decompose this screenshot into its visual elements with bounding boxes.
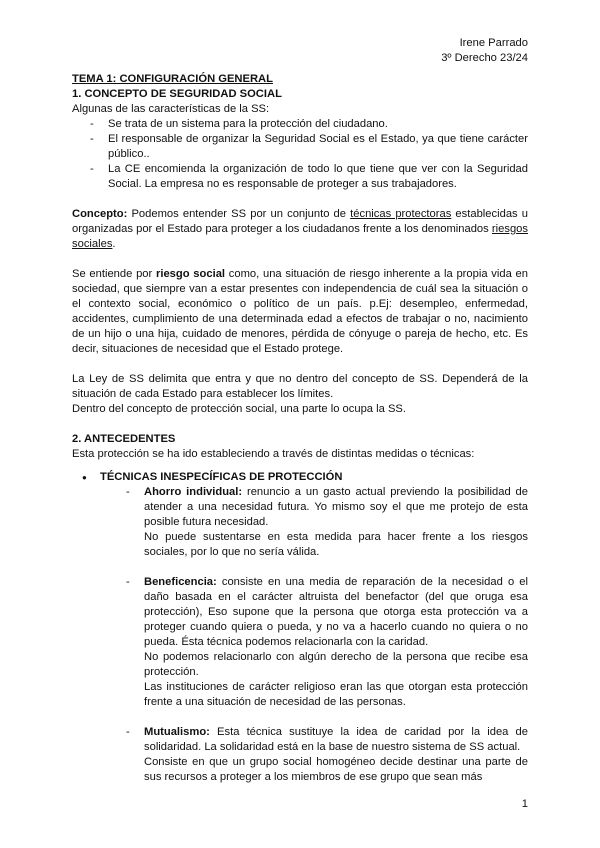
list-item: - El responsable de organizar la Seguridad Social es el Estado, ya que tiene carácter público.. bbox=[108, 132, 528, 162]
technique-text: Esta técnica sustituye la idea de caridad por la idea de solidaridad. La solidaridad está en la base de nuestro sistema de SS actual. bbox=[144, 726, 528, 753]
bullet-heading: ● TÉCNICAS INESPECÍFICAS DE PROTECCIÓN bbox=[82, 470, 528, 485]
section2-title: 2. ANTECEDENTES bbox=[72, 433, 176, 445]
author-name: Irene Parrado bbox=[459, 37, 528, 49]
link-tecnicas-protectoras: técnicas protectoras bbox=[350, 208, 452, 220]
course-label: 3º Derecho 23/24 bbox=[441, 52, 528, 64]
concept-text: Podemos entender SS por un conjunto de bbox=[127, 208, 351, 220]
technique-text: No puede sustentarse en esta medida para hacer frente a los riesgos sociales, por lo que no sería válida. bbox=[144, 531, 528, 558]
risk-paragraph bbox=[72, 267, 528, 357]
section1-title: 1. CONCEPTO DE SEGURIDAD SOCIAL bbox=[72, 88, 282, 100]
list-item: - La CE encomienda la organización de todo lo que tiene que ver con la Seguridad Social. La empresa no es responsable de proteger a sus trabajadores. bbox=[108, 162, 528, 192]
concept-text: . bbox=[112, 238, 116, 250]
section1-intro: Algunas de las características de la SS: bbox=[72, 103, 270, 115]
risk-text: Se entiende por bbox=[72, 268, 156, 280]
characteristics-list bbox=[72, 117, 528, 192]
technique-beneficencia: - Beneficencia: consiste en una media de reparación de la necesidad o el daño basada en el carácter altruista del benefactor (del que oruga esa protección), Eso supone que la persona que otorga esta protección va a proteger cuando quiera o pueda, y no va a hacerlo cuando no quiera o no pueda. Ésta técnica podemos relacionarla con la caridad. No podemos relacionarlo con algún derecho de la persona que recibe esa protección. Las instituciones de carácter religioso eran las que otorgan esta protección frente a una situación de necesidad de las personas. bbox=[126, 576, 528, 708]
concept-label: Concepto: bbox=[72, 208, 128, 220]
section2-intro: Esta protección se ha ido estableciendo a través de distintas medidas o técnicas: bbox=[72, 448, 475, 460]
concept-text: establecidas u organizadas por el Estado para proteger a los ciudadanos frente a los denominados bbox=[72, 208, 528, 235]
list-item: - Se trata de un sistema para la protección del ciudadano. bbox=[108, 117, 528, 132]
technique-label: Beneficencia: bbox=[144, 576, 217, 588]
topic-title: TEMA 1: CONFIGURACIÓN GENERAL bbox=[72, 73, 273, 85]
page-header bbox=[441, 36, 528, 66]
technique-label: Ahorro individual: bbox=[144, 486, 243, 498]
document-body bbox=[72, 72, 528, 785]
technique-text: renuncio a un gasto actual previendo la posibilidad de atender a una necesidad futura. Yo mismo soy el que me protejo de esta posible futura necesidad. bbox=[144, 486, 528, 528]
risk-text: como, una situación de riesgo inherente a la propia vida en sociedad, que siempre van a estar presentes con independencia de cuál sea la situación o el contexto social, económico o político de un país. p.Ej: desempleo, enfermedad, accidentes, cumplimiento de una determinada edad a efectos de trabajar o no, nacimiento de un hijo o una hija, cuidado de menores, pérdida de cónyuge o pareja de hecho, etc. Es decir, situaciones de necesidad que el Estado protege. bbox=[72, 268, 528, 355]
technique-ahorro: - Ahorro individual: renuncio a un gasto actual previendo la posibilidad de atender a una necesidad futura. Yo mismo soy el que me protejo de esta posible futura necesidad. No puede sustentarse en esta medida para hacer frente a los riesgos sociales, por lo que no sería válida. bbox=[126, 486, 528, 558]
technique-text: consiste en una media de reparación de la necesidad o el daño basada en el carácter altruista del benefactor (del que oruga esa protección), Eso supone que la persona que otorga esta protección va a proteger cuando quiera o pueda, y no va a hacerlo cuando no quiera o no pueda. Ésta técnica podemos relacionarla con la caridad. bbox=[144, 576, 528, 648]
technique-text: Las instituciones de carácter religioso eran las que otorgan esta protección frente a una situación de necesidad de las personas. bbox=[144, 681, 528, 708]
technique-mutualismo: - Mutualismo: Esta técnica sustituye la idea de caridad por la idea de solidaridad. La solidaridad está en la base de nuestro sistema de SS actual. Consiste en que un grupo social homogéneo decide destinar una parte de sus recursos a proteger a los miembros de ese grupo que sean más bbox=[126, 726, 528, 783]
law-paragraph: La Ley de SS delimita que entra y que no dentro del concepto de SS. Dependerá de la situación de cada Estado para establecer los límites. bbox=[72, 373, 528, 400]
social-paragraph: Dentro del concepto de protección social, una parte lo ocupa la SS. bbox=[72, 403, 406, 415]
risk-bold: riesgo social bbox=[156, 268, 226, 280]
link-riesgos-sociales: riesgos sociales bbox=[72, 223, 528, 250]
page-number: 1 bbox=[521, 798, 528, 810]
technique-label: Mutualismo: bbox=[144, 726, 210, 738]
technique-text: No podemos relacionarlo con algún derecho de la persona que recibe esa protección. bbox=[144, 651, 528, 678]
technique-text: Consiste en que un grupo social homogéneo decide destinar una parte de sus recursos a proteger a los miembros de ese grupo que sean más bbox=[144, 756, 528, 783]
concept-paragraph bbox=[72, 207, 528, 252]
